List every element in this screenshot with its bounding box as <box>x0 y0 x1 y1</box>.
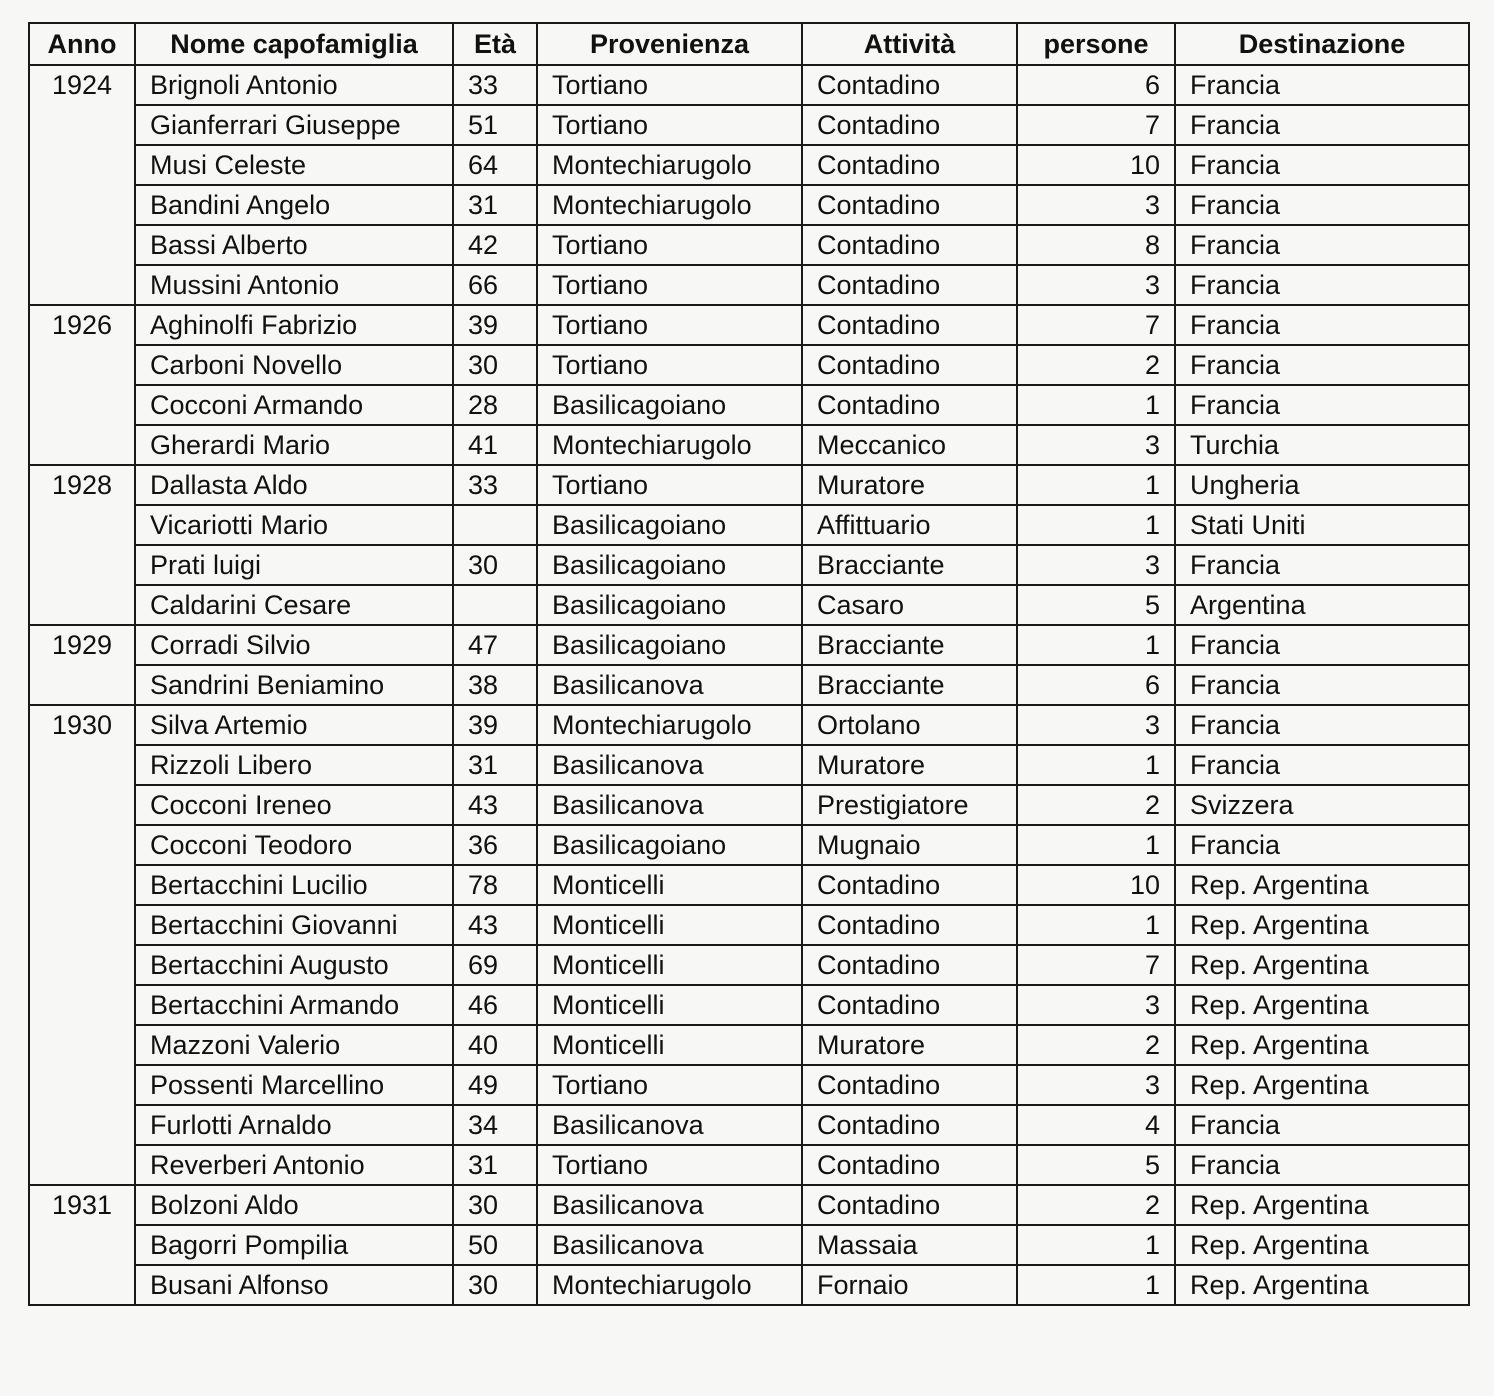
cell-eta: 47 <box>453 625 537 665</box>
cell-provenienza: Monticelli <box>537 1025 802 1065</box>
cell-nome-capofamiglia: Busani Alfonso <box>135 1265 453 1305</box>
header-provenienza: Provenienza <box>537 23 802 65</box>
cell-nome-capofamiglia: Bertacchini Lucilio <box>135 865 453 905</box>
cell-nome-capofamiglia: Reverberi Antonio <box>135 1145 453 1185</box>
cell-eta: 49 <box>453 1065 537 1105</box>
cell-attivita: Contadino <box>802 305 1017 345</box>
cell-nome-capofamiglia: Furlotti Arnaldo <box>135 1105 453 1145</box>
cell-persone: 3 <box>1017 545 1175 585</box>
cell-persone: 10 <box>1017 865 1175 905</box>
cell-persone: 1 <box>1017 1265 1175 1305</box>
cell-eta: 43 <box>453 785 537 825</box>
cell-persone: 7 <box>1017 305 1175 345</box>
cell-attivita: Prestigiatore <box>802 785 1017 825</box>
table-row <box>29 545 1469 585</box>
cell-nome-capofamiglia: Bertacchini Augusto <box>135 945 453 985</box>
cell-nome-capofamiglia: Silva Artemio <box>135 705 453 745</box>
cell-eta: 50 <box>453 1225 537 1265</box>
cell-eta: 42 <box>453 225 537 265</box>
cell-nome-capofamiglia: Bertacchini Armando <box>135 985 453 1025</box>
cell-destinazione: Turchia <box>1175 425 1469 465</box>
cell-attivita: Contadino <box>802 65 1017 105</box>
cell-provenienza: Tortiano <box>537 305 802 345</box>
header-anno: Anno <box>29 23 135 65</box>
table-row <box>29 345 1469 385</box>
cell-nome-capofamiglia: Vicariotti Mario <box>135 505 453 545</box>
cell-destinazione: Francia <box>1175 825 1469 865</box>
cell-provenienza: Montechiarugolo <box>537 145 802 185</box>
cell-eta: 31 <box>453 745 537 785</box>
emigration-table <box>28 22 1470 1306</box>
cell-eta: 36 <box>453 825 537 865</box>
cell-anno: 1928 <box>29 465 135 625</box>
cell-provenienza: Basilicanova <box>537 665 802 705</box>
cell-attivita: Contadino <box>802 905 1017 945</box>
cell-attivita: Massaia <box>802 1225 1017 1265</box>
cell-attivita: Fornaio <box>802 1265 1017 1305</box>
cell-destinazione: Francia <box>1175 345 1469 385</box>
cell-attivita: Bracciante <box>802 665 1017 705</box>
table-row <box>29 905 1469 945</box>
table-row <box>29 465 1469 505</box>
table-row <box>29 225 1469 265</box>
cell-destinazione: Francia <box>1175 745 1469 785</box>
cell-eta: 31 <box>453 185 537 225</box>
cell-eta: 31 <box>453 1145 537 1185</box>
cell-destinazione: Francia <box>1175 65 1469 105</box>
cell-nome-capofamiglia: Gherardi Mario <box>135 425 453 465</box>
cell-nome-capofamiglia: Musi Celeste <box>135 145 453 185</box>
cell-provenienza: Tortiano <box>537 225 802 265</box>
cell-provenienza: Monticelli <box>537 985 802 1025</box>
table-row <box>29 985 1469 1025</box>
cell-eta: 34 <box>453 1105 537 1145</box>
cell-provenienza: Montechiarugolo <box>537 1265 802 1305</box>
cell-nome-capofamiglia: Caldarini Cesare <box>135 585 453 625</box>
cell-persone: 1 <box>1017 745 1175 785</box>
cell-persone: 1 <box>1017 1225 1175 1265</box>
table-row <box>29 1145 1469 1185</box>
cell-provenienza: Montechiarugolo <box>537 425 802 465</box>
cell-nome-capofamiglia: Mussini Antonio <box>135 265 453 305</box>
cell-persone: 1 <box>1017 505 1175 545</box>
table-row <box>29 585 1469 625</box>
table-row <box>29 1105 1469 1145</box>
cell-destinazione: Francia <box>1175 1105 1469 1145</box>
cell-persone: 2 <box>1017 345 1175 385</box>
cell-destinazione: Francia <box>1175 225 1469 265</box>
cell-eta: 33 <box>453 65 537 105</box>
cell-eta: 28 <box>453 385 537 425</box>
cell-eta: 69 <box>453 945 537 985</box>
cell-eta <box>453 505 537 545</box>
cell-attivita: Contadino <box>802 105 1017 145</box>
cell-destinazione: Francia <box>1175 625 1469 665</box>
cell-eta: 66 <box>453 265 537 305</box>
header-row <box>29 23 1469 65</box>
cell-persone: 6 <box>1017 665 1175 705</box>
cell-attivita: Ortolano <box>802 705 1017 745</box>
cell-nome-capofamiglia: Gianferrari Giuseppe <box>135 105 453 145</box>
cell-attivita: Contadino <box>802 265 1017 305</box>
cell-persone: 5 <box>1017 1145 1175 1185</box>
cell-attivita: Contadino <box>802 865 1017 905</box>
cell-nome-capofamiglia: Bertacchini Giovanni <box>135 905 453 945</box>
cell-nome-capofamiglia: Sandrini Beniamino <box>135 665 453 705</box>
cell-provenienza: Monticelli <box>537 905 802 945</box>
cell-eta: 64 <box>453 145 537 185</box>
cell-nome-capofamiglia: Rizzoli Libero <box>135 745 453 785</box>
cell-attivita: Contadino <box>802 225 1017 265</box>
cell-provenienza: Basilicanova <box>537 1225 802 1265</box>
cell-eta: 33 <box>453 465 537 505</box>
cell-destinazione: Francia <box>1175 705 1469 745</box>
cell-nome-capofamiglia: Prati luigi <box>135 545 453 585</box>
table-row <box>29 305 1469 345</box>
cell-destinazione: Svizzera <box>1175 785 1469 825</box>
cell-provenienza: Tortiano <box>537 65 802 105</box>
cell-eta: 30 <box>453 345 537 385</box>
cell-persone: 3 <box>1017 705 1175 745</box>
cell-provenienza: Tortiano <box>537 465 802 505</box>
cell-anno: 1929 <box>29 625 135 705</box>
cell-attivita: Bracciante <box>802 545 1017 585</box>
table-body <box>29 65 1469 1305</box>
table-row <box>29 1185 1469 1225</box>
cell-anno: 1930 <box>29 705 135 1185</box>
cell-eta: 30 <box>453 1185 537 1225</box>
cell-eta: 78 <box>453 865 537 905</box>
cell-nome-capofamiglia: Cocconi Teodoro <box>135 825 453 865</box>
cell-provenienza: Tortiano <box>537 265 802 305</box>
table-row <box>29 1225 1469 1265</box>
cell-attivita: Contadino <box>802 385 1017 425</box>
cell-eta: 43 <box>453 905 537 945</box>
cell-eta: 38 <box>453 665 537 705</box>
cell-eta: 41 <box>453 425 537 465</box>
table-row <box>29 65 1469 105</box>
table-row <box>29 665 1469 705</box>
cell-persone: 3 <box>1017 425 1175 465</box>
cell-attivita: Contadino <box>802 1065 1017 1105</box>
cell-destinazione: Stati Uniti <box>1175 505 1469 545</box>
cell-provenienza: Montechiarugolo <box>537 185 802 225</box>
cell-nome-capofamiglia: Brignoli Antonio <box>135 65 453 105</box>
cell-provenienza: Basilicanova <box>537 1105 802 1145</box>
cell-destinazione: Rep. Argentina <box>1175 1265 1469 1305</box>
cell-attivita: Contadino <box>802 945 1017 985</box>
table-row <box>29 865 1469 905</box>
table-row <box>29 1065 1469 1105</box>
cell-destinazione: Francia <box>1175 385 1469 425</box>
cell-provenienza: Tortiano <box>537 1145 802 1185</box>
cell-attivita: Bracciante <box>802 625 1017 665</box>
cell-persone: 1 <box>1017 385 1175 425</box>
table-row <box>29 1025 1469 1065</box>
cell-nome-capofamiglia: Corradi Silvio <box>135 625 453 665</box>
cell-destinazione: Rep. Argentina <box>1175 905 1469 945</box>
cell-persone: 1 <box>1017 465 1175 505</box>
cell-attivita: Contadino <box>802 345 1017 385</box>
cell-nome-capofamiglia: Aghinolfi Fabrizio <box>135 305 453 345</box>
cell-provenienza: Monticelli <box>537 945 802 985</box>
cell-persone: 2 <box>1017 1185 1175 1225</box>
cell-attivita: Contadino <box>802 145 1017 185</box>
cell-eta: 40 <box>453 1025 537 1065</box>
cell-nome-capofamiglia: Cocconi Ireneo <box>135 785 453 825</box>
cell-nome-capofamiglia: Possenti Marcellino <box>135 1065 453 1105</box>
cell-persone: 2 <box>1017 1025 1175 1065</box>
cell-provenienza: Tortiano <box>537 1065 802 1105</box>
cell-eta: 30 <box>453 545 537 585</box>
table-row <box>29 185 1469 225</box>
cell-persone: 1 <box>1017 625 1175 665</box>
cell-provenienza: Tortiano <box>537 105 802 145</box>
cell-anno: 1924 <box>29 65 135 305</box>
cell-persone: 7 <box>1017 945 1175 985</box>
cell-nome-capofamiglia: Bassi Alberto <box>135 225 453 265</box>
cell-provenienza: Basilicanova <box>537 785 802 825</box>
table-row <box>29 1265 1469 1305</box>
table-row <box>29 825 1469 865</box>
cell-provenienza: Basilicagoiano <box>537 585 802 625</box>
cell-provenienza: Basilicagoiano <box>537 505 802 545</box>
cell-anno: 1926 <box>29 305 135 465</box>
cell-nome-capofamiglia: Carboni Novello <box>135 345 453 385</box>
cell-attivita: Casaro <box>802 585 1017 625</box>
cell-persone: 7 <box>1017 105 1175 145</box>
cell-destinazione: Ungheria <box>1175 465 1469 505</box>
cell-destinazione: Rep. Argentina <box>1175 945 1469 985</box>
cell-destinazione: Francia <box>1175 265 1469 305</box>
table-row <box>29 105 1469 145</box>
cell-destinazione: Rep. Argentina <box>1175 985 1469 1025</box>
cell-eta: 46 <box>453 985 537 1025</box>
cell-persone: 8 <box>1017 225 1175 265</box>
cell-destinazione: Rep. Argentina <box>1175 1025 1469 1065</box>
table-row <box>29 145 1469 185</box>
cell-persone: 3 <box>1017 1065 1175 1105</box>
cell-persone: 5 <box>1017 585 1175 625</box>
cell-attivita: Muratore <box>802 1025 1017 1065</box>
table-row <box>29 385 1469 425</box>
cell-persone: 3 <box>1017 185 1175 225</box>
cell-destinazione: Rep. Argentina <box>1175 865 1469 905</box>
cell-destinazione: Francia <box>1175 1145 1469 1185</box>
cell-persone: 6 <box>1017 65 1175 105</box>
table-row <box>29 425 1469 465</box>
cell-persone: 1 <box>1017 825 1175 865</box>
cell-nome-capofamiglia: Bolzoni Aldo <box>135 1185 453 1225</box>
table-header <box>29 23 1469 65</box>
header-persone: persone <box>1017 23 1175 65</box>
cell-provenienza: Basilicagoiano <box>537 385 802 425</box>
cell-persone: 4 <box>1017 1105 1175 1145</box>
cell-nome-capofamiglia: Dallasta Aldo <box>135 465 453 505</box>
cell-attivita: Contadino <box>802 985 1017 1025</box>
header-destinazione: Destinazione <box>1175 23 1469 65</box>
cell-provenienza: Basilicanova <box>537 745 802 785</box>
cell-attivita: Contadino <box>802 185 1017 225</box>
cell-persone: 3 <box>1017 265 1175 305</box>
cell-eta: 30 <box>453 1265 537 1305</box>
table-row <box>29 945 1469 985</box>
cell-eta: 51 <box>453 105 537 145</box>
cell-destinazione: Francia <box>1175 305 1469 345</box>
header-attivita: Attività <box>802 23 1017 65</box>
header-nome-capofamiglia: Nome capofamiglia <box>135 23 453 65</box>
table-row <box>29 785 1469 825</box>
cell-attivita: Meccanico <box>802 425 1017 465</box>
cell-destinazione: Francia <box>1175 145 1469 185</box>
emigration-table-sheet <box>28 22 1468 1306</box>
cell-attivita: Contadino <box>802 1185 1017 1225</box>
cell-attivita: Mugnaio <box>802 825 1017 865</box>
cell-destinazione: Francia <box>1175 105 1469 145</box>
table-row <box>29 265 1469 305</box>
cell-nome-capofamiglia: Mazzoni Valerio <box>135 1025 453 1065</box>
header-eta: Età <box>453 23 537 65</box>
cell-provenienza: Basilicagoiano <box>537 545 802 585</box>
cell-eta: 39 <box>453 305 537 345</box>
cell-attivita: Muratore <box>802 745 1017 785</box>
cell-attivita: Contadino <box>802 1145 1017 1185</box>
cell-attivita: Contadino <box>802 1105 1017 1145</box>
cell-attivita: Affittuario <box>802 505 1017 545</box>
table-row <box>29 625 1469 665</box>
cell-destinazione: Rep. Argentina <box>1175 1185 1469 1225</box>
cell-destinazione: Rep. Argentina <box>1175 1225 1469 1265</box>
cell-destinazione: Francia <box>1175 665 1469 705</box>
cell-provenienza: Montechiarugolo <box>537 705 802 745</box>
cell-persone: 3 <box>1017 985 1175 1025</box>
cell-nome-capofamiglia: Bandini Angelo <box>135 185 453 225</box>
cell-provenienza: Tortiano <box>537 345 802 385</box>
cell-destinazione: Francia <box>1175 545 1469 585</box>
cell-attivita: Muratore <box>802 465 1017 505</box>
table-row <box>29 505 1469 545</box>
cell-provenienza: Basilicagoiano <box>537 625 802 665</box>
table-row <box>29 745 1469 785</box>
cell-destinazione: Francia <box>1175 185 1469 225</box>
cell-nome-capofamiglia: Bagorri Pompilia <box>135 1225 453 1265</box>
table-row <box>29 705 1469 745</box>
cell-anno: 1931 <box>29 1185 135 1305</box>
cell-provenienza: Basilicanova <box>537 1185 802 1225</box>
cell-persone: 2 <box>1017 785 1175 825</box>
cell-persone: 1 <box>1017 905 1175 945</box>
cell-eta <box>453 585 537 625</box>
cell-provenienza: Basilicagoiano <box>537 825 802 865</box>
cell-eta: 39 <box>453 705 537 745</box>
cell-nome-capofamiglia: Cocconi Armando <box>135 385 453 425</box>
cell-destinazione: Argentina <box>1175 585 1469 625</box>
cell-provenienza: Monticelli <box>537 865 802 905</box>
cell-persone: 10 <box>1017 145 1175 185</box>
cell-destinazione: Rep. Argentina <box>1175 1065 1469 1105</box>
